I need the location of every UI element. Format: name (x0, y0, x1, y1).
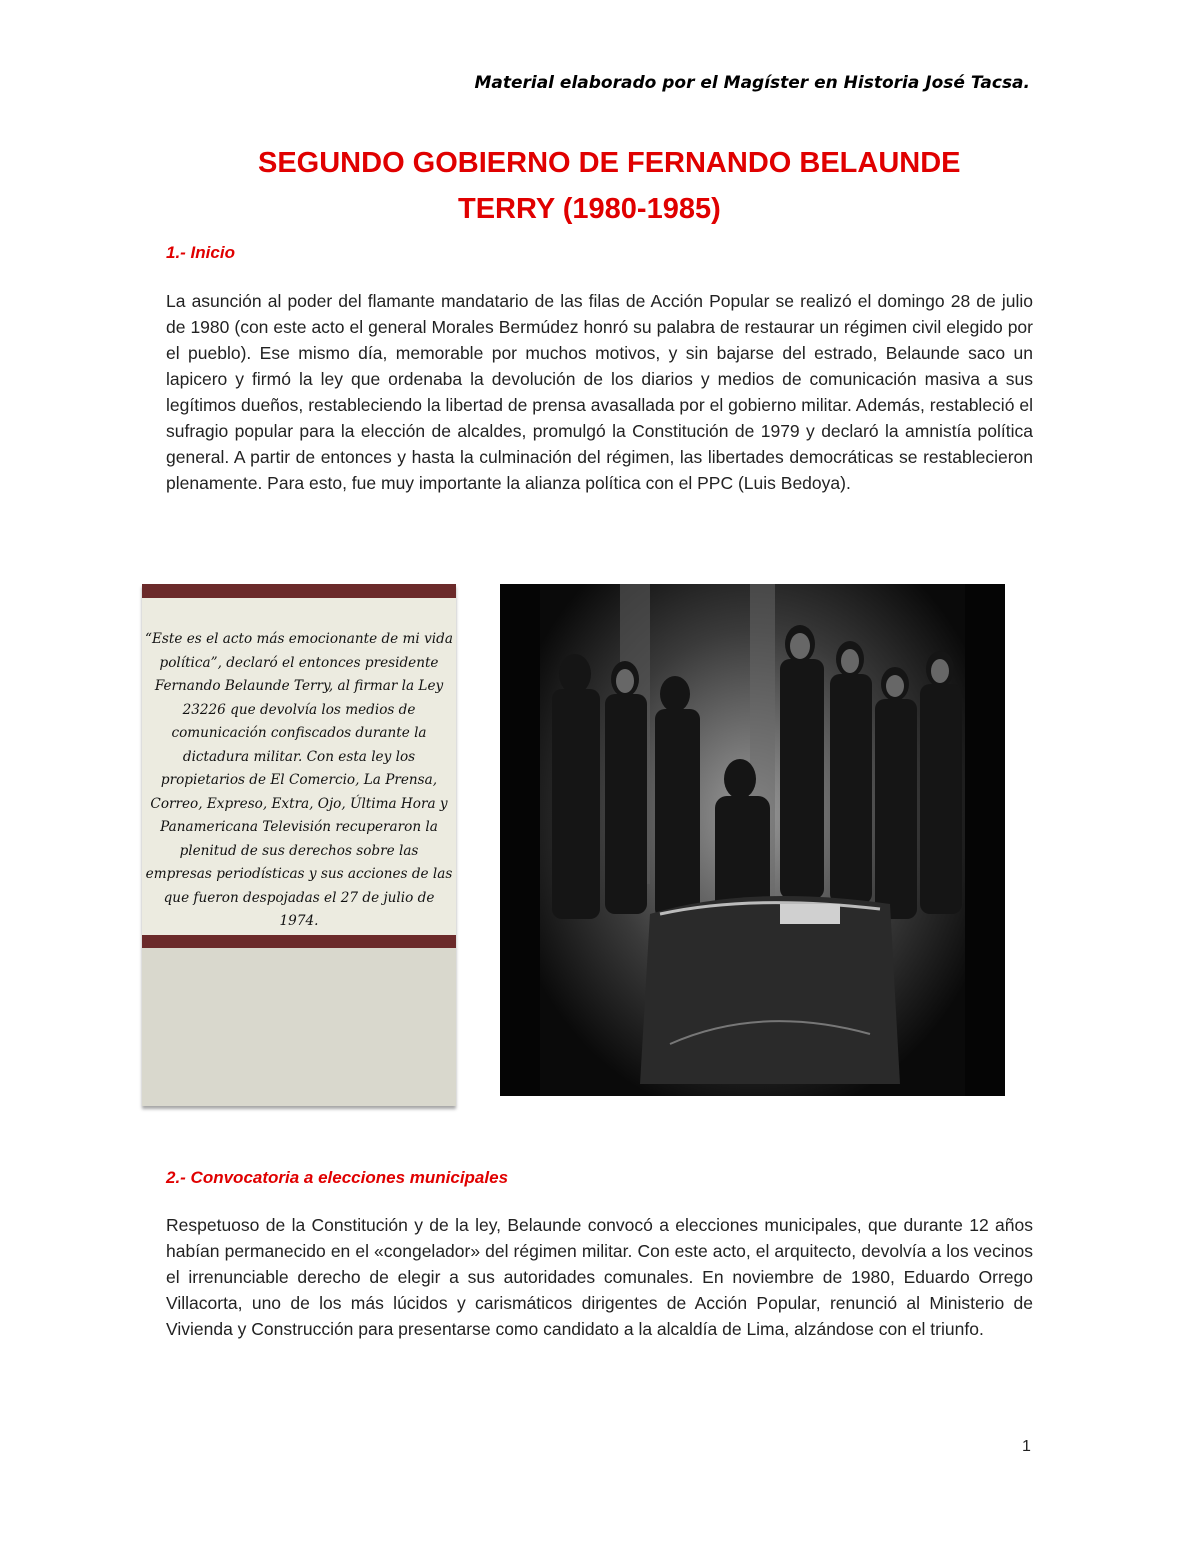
title-line-1: SEGUNDO GOBIERNO DE FERNANDO BELAUNDE (258, 147, 961, 179)
title-line-2: TERRY (1980-1985) (458, 193, 721, 225)
quote-text: “Este es el acto más emocionante de mi vida política”, declaró el entonces presidente Fernando Belaunde Terry, al firmar la Ley 23226 que devolvía los medios de comunicación confiscados durante la dictadura militar. Con esta ley los propietarios de El Comercio, La Prensa, Correo, Expreso, Extra, Ojo, Última Hora y Panamericana Televisión recuperaron la plenitud de sus derechos sobre las empresas periodísticas y sus acciones de las que fueron despojadas el 27 de julio de 1974. (145, 631, 453, 929)
quote-box-lower (142, 948, 456, 1106)
header-note: Material elaborado por el Magíster en Historia José Tacsa. (474, 73, 1030, 93)
photo-image (500, 584, 1005, 1096)
quote-box-divider (142, 935, 456, 949)
page-number: 1 (1022, 1438, 1031, 1455)
section-2-heading: 2.- Convocatoria a elecciones municipales (166, 1168, 509, 1187)
page-title (165, 140, 1105, 232)
section-1-paragraph: La asunción al poder del flamante mandatario de las filas de Acción Popular se realizó el domingo 28 de julio de 1980 (con este acto el general Morales Bermúdez honró su palabra de restaurar un régimen civil elegido por el pueblo). Ese mismo día, memorable por muchos motivos, y sin bajarse del estrado, Belaunde saco un lapicero y firmó la ley que ordenaba la devolución de los diarios y medios de comunicación masiva a sus legítimos dueños, restableciendo la libertad de prensa avasallada por el gobierno militar. Además, restableció el sufragio popular para la elección de alcaldes, promulgó la Constitución de 1979 y declaró la amnistía política general. A partir de entonces y hasta la culminación del régimen, las libertades democráticas se restablecieron plenamente. Para esto, fue muy importante la alianza política con el PPC (Luis Bedoya). (166, 291, 1033, 493)
section-1-heading: 1.- Inicio (166, 243, 235, 262)
historical-photo (500, 584, 1005, 1096)
section-2-paragraph: Respetuoso de la Constitución y de la ley, Belaunde convocó a elecciones municipales, que durante 12 años habían permanecido en el «congelador» del régimen militar. Con este acto, el arquitecto, devolvía a los vecinos el irrenunciable derecho de elegir a sus autoridades comunales. En noviembre de 1980, Eduardo Orrego Villacorta, uno de los más lúcidos y carismáticos dirigentes de Acción Popular, renunció al Ministerio de Vivienda y Construcción para presentarse como candidato a la alcaldía de Lima, alzándose con el triunfo. (166, 1215, 1033, 1339)
